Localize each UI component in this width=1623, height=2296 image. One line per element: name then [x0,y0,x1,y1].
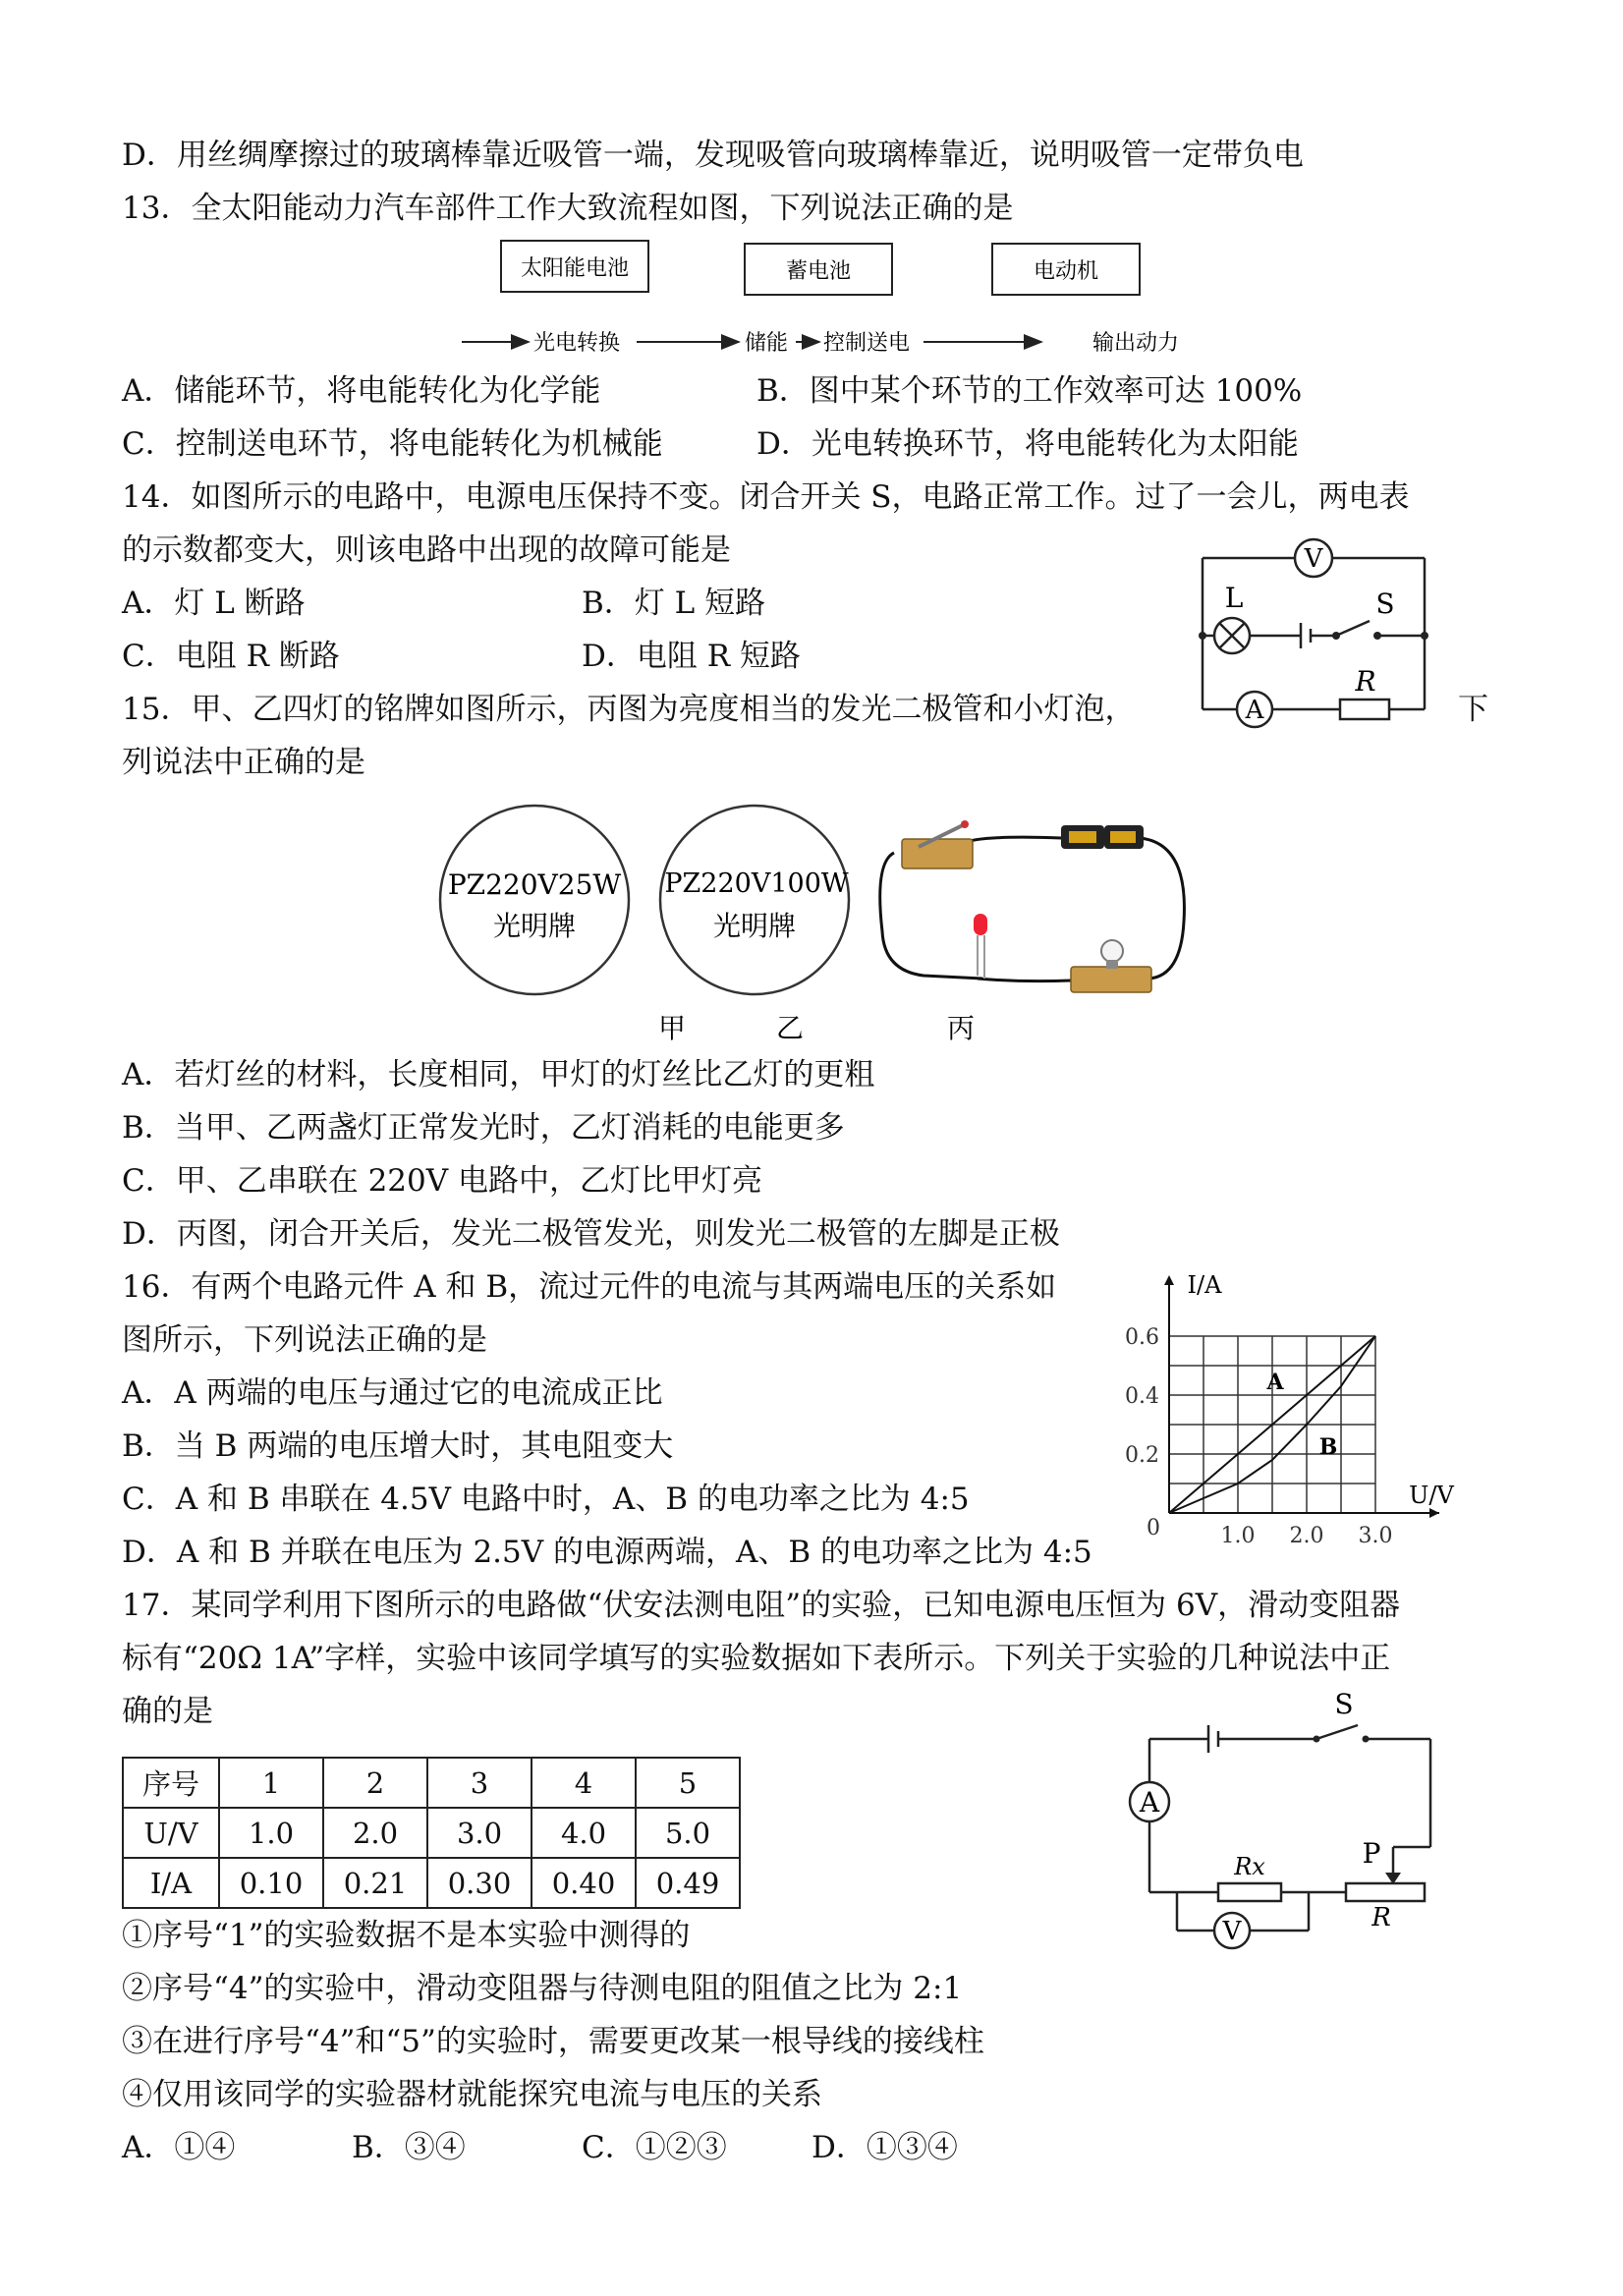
flow-step-3: 控制送电 [823,331,911,356]
svg-text:A: A [1245,696,1264,725]
y-tick-label: 0.2 [1125,1443,1159,1468]
table-cell: 序号 [123,1758,219,1808]
table-cell: 5 [636,1758,740,1808]
table-row [123,1808,740,1858]
table-cell: 1 [219,1758,323,1808]
q13-stem: 13．全太阳能动力汽车部件工作大致流程如图，下列说法正确的是 [122,191,1014,226]
table-cell: 0.40 [532,1858,636,1908]
led-circuit-photo [880,820,1185,992]
x-tick-label: 2.0 [1289,1524,1324,1548]
q16-stem-cont: 图所示，下列说法正确的是 [122,1322,487,1358]
q13-option-d: D．光电转换环节，将电能转化为太阳能 [756,426,1299,462]
q17-option-d: D．①③④ [812,2130,958,2165]
q17-stem: 17．某同学利用下图所示的电路做“伏安法测电阻”的实验，已知电源电压恒为 6V，滑动变阻器 [122,1588,1401,1623]
lamp-icon [1214,618,1250,653]
q16-option-c: C．A 和 B 串联在 4.5V 电路中时，A、B 的电功率之比为 4:5 [122,1482,970,1517]
table-row [123,1858,740,1908]
q16-stem: 16．有两个电路元件 A 和 B，流过元件的电流与其两端电压的关系如 [122,1269,1057,1305]
q17-stem-cont2: 确的是 [122,1694,213,1729]
q17-statement-4: ④仅用该同学的实验器材就能探究电流与电压的关系 [122,2077,822,2112]
lamp-label: L [1224,582,1244,614]
svg-text:光明牌: 光明牌 [712,910,797,942]
x-tick-label: 1.0 [1220,1524,1256,1548]
table-cell: 0.49 [636,1858,740,1908]
q14-stem: 14．如图所示的电路中，电源电压保持不变。闭合开关 S，电路正常工作。过了一会儿，两电表 [122,479,1410,515]
x-axis-label: U/V [1409,1482,1454,1509]
table-cell: U/V [123,1808,219,1858]
led-icon [974,914,987,979]
q14-option-d: D．电阻 R 短路 [582,639,801,674]
q14-option-a: A．灯 L 断路 [122,586,306,621]
q16-iu-chart [1120,1267,1454,1552]
q14-option-c: C．电阻 R 断路 [122,639,340,674]
table-cell: 2 [323,1758,427,1808]
table-cell: 2.0 [323,1808,427,1858]
svg-text:PZ220V100W: PZ220V100W [664,868,849,899]
q15-stem: 15．甲、乙四灯的铭牌如图所示，丙图为亮度相当的发光二极管和小灯泡， [122,692,1136,727]
q16-option-b: B．当 B 两端的电压增大时，其电阻变大 [122,1428,674,1464]
table-row [123,1758,740,1808]
q17-option-c: C．①②③ [582,2130,727,2165]
table-cell: 4 [532,1758,636,1808]
q14-circuit-diagram [1191,531,1436,737]
series-label: A [1266,1370,1284,1395]
q17-circuit-diagram [1120,1690,1444,1965]
flow-box-motor-label: 电动机 [1033,259,1099,284]
q13-option-a: A．储能环节，将电能转化为化学能 [122,373,601,409]
q16-option-d: D．A 和 B 并联在电压为 2.5V 的电源两端，A、B 的电功率之比为 4:5 [122,1535,1092,1570]
q14-stem-cont: 的示数都变大，则该电路中出现的故障可能是 [122,532,731,568]
caption-jia: 甲 [657,1012,687,1044]
q14-option-b: B．灯 L 短路 [582,586,766,621]
ammeter-icon [1130,1782,1169,1821]
svg-text:A: A [1139,1786,1160,1819]
ammeter-icon [1237,692,1272,727]
switch-label: S [1334,1688,1354,1720]
q16-option-a: A．A 两端的电压与通过它的电流成正比 [122,1375,663,1411]
svg-text:PZ220V25W: PZ220V25W [447,868,622,901]
lamp-yi-nameplate [660,806,849,994]
table-cell: 0.30 [427,1858,532,1908]
table-cell: 3 [427,1758,532,1808]
svg-text:V: V [1222,1917,1242,1946]
table-cell: 0.21 [323,1858,427,1908]
rheostat-label: R [1371,1903,1391,1932]
table-cell: 4.0 [532,1808,636,1858]
table-cell: 1.0 [219,1808,323,1858]
x-tick-label: 3.0 [1358,1524,1393,1548]
q17-data-table [122,1757,741,1909]
switch-label: S [1375,588,1395,620]
q17-option-b: B．③④ [352,2130,466,2165]
slider-p-label: P [1362,1837,1381,1870]
flow-step-4: 输出动力 [1092,331,1180,356]
flow-step-2: 储能 [745,331,789,356]
rx-label: Rx [1234,1853,1265,1880]
table-cell: 0.10 [219,1858,323,1908]
q15-option-b: B．当甲、乙两盏灯正常发光时，乙灯消耗的电能更多 [122,1110,845,1146]
q17-stem-cont: 标有“20Ω 1A”字样，实验中该同学填写的实验数据如下表所示。下列关于实验的几种说法中正 [122,1641,1391,1676]
y-tick-label: 0.6 [1125,1325,1159,1350]
lamp-jia-nameplate [440,806,629,994]
q13-flow-diagram [432,236,1218,364]
series-label: B [1318,1434,1338,1460]
q13-option-b: B．图中某个环节的工作效率可达 100% [756,373,1303,409]
svg-text:光明牌: 光明牌 [492,910,577,942]
y-axis-label: I/A [1187,1271,1222,1299]
voltmeter-icon [1214,1913,1250,1948]
x-axis-arrow [1429,1508,1439,1518]
battery-icon [1061,825,1144,849]
q15-option-d: D．丙图，闭合开关后，发光二极管发光，则发光二极管的左脚是正极 [122,1216,1060,1252]
y-tick-label: 0.4 [1125,1384,1159,1409]
svg-text:V: V [1304,544,1323,574]
q15-stem-tail: 下 [1458,692,1488,727]
origin-label: 0 [1147,1516,1160,1540]
q17-statement-1: ①序号“1”的实验数据不是本实验中测得的 [122,1918,691,1953]
voltmeter-icon [1295,539,1332,577]
switch-icon [902,820,973,868]
caption-yi: 乙 [775,1012,805,1044]
q13-option-c: C．控制送电环节，将电能转化为机械能 [122,426,663,462]
y-axis-arrow [1164,1275,1174,1285]
bulb-icon [1071,940,1151,992]
table-cell: 5.0 [636,1808,740,1858]
table-cell: 3.0 [427,1808,532,1858]
q17-statement-3: ③在进行序号“4”和“5”的实验时，需要更改某一根导线的接线柱 [122,2024,984,2059]
q17-option-a: A．①④ [122,2130,236,2165]
flow-box-battery-label: 蓄电池 [785,259,852,284]
resistor-label: R [1355,665,1376,698]
q15-option-a: A．若灯丝的材料，长度相同，甲灯的灯丝比乙灯的更粗 [122,1057,875,1092]
caption-bing: 丙 [946,1012,976,1044]
flow-step-1: 光电转换 [533,331,621,356]
q12-option-d: D．用丝绸摩擦过的玻璃棒靠近吸管一端，发现吸管向玻璃棒靠近，说明吸管一定带负电 [122,138,1304,173]
q15-option-c: C．甲、乙串联在 220V 电路中，乙灯比甲灯亮 [122,1163,762,1199]
table-cell: I/A [123,1858,219,1908]
flow-box-solar-label: 太阳能电池 [520,256,630,281]
q15-lamps-figure [432,794,1199,1049]
q15-stem-cont: 列说法中正确的是 [122,745,365,780]
q17-statement-2: ②序号“4”的实验中，滑动变阻器与待测电阻的阻值之比为 2:1 [122,1971,963,2006]
